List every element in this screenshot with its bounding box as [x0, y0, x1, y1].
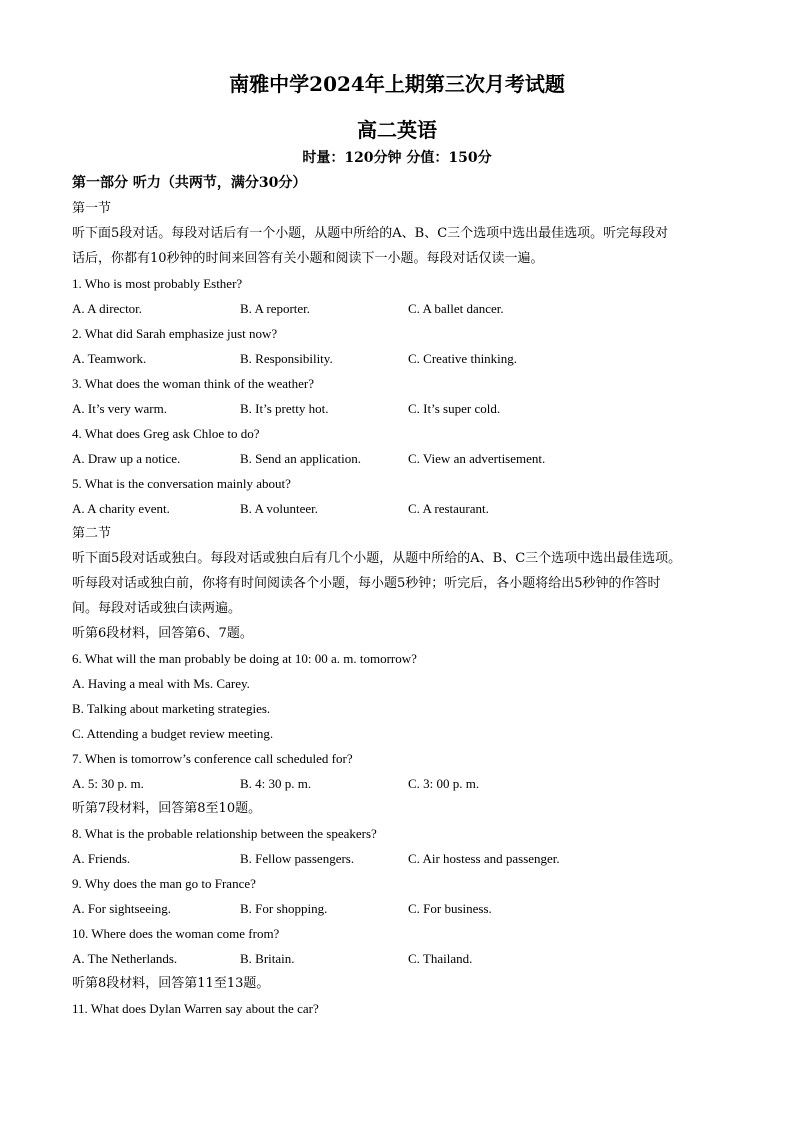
options-1	[72, 296, 732, 321]
option-a: A. 5: 30 p. m.	[72, 776, 144, 791]
option-b: B. Responsibility.	[240, 351, 333, 366]
question-3: 3. What does the woman think of the weather?	[72, 376, 314, 391]
option-c: C. View an advertisement.	[408, 451, 546, 466]
option-c: C. 3: 00 p. m.	[408, 776, 480, 791]
subject-title: 高二英语	[357, 118, 437, 142]
option-a: A. Having a meal with Ms. Carey.	[72, 676, 250, 691]
option-c: C. Air hostess and passenger.	[408, 851, 560, 866]
option-c: C. It’s super cold.	[408, 401, 501, 416]
option-a: A. Friends.	[72, 851, 131, 866]
option-c: C. A ballet dancer.	[408, 301, 504, 316]
group-6-header: 听第6段材料，回答第6、7题。	[72, 626, 253, 641]
option-b: B. A reporter.	[240, 301, 311, 316]
options-3	[72, 396, 732, 421]
option-b: B. Britain.	[240, 951, 295, 966]
options-2	[72, 346, 732, 371]
question-2: 2. What did Sarah emphasize just now?	[72, 326, 278, 341]
options-9	[72, 896, 732, 921]
section2-instructions: 间。每段对话或独白读两遍。	[72, 601, 242, 616]
option-b: B. A volunteer.	[240, 501, 318, 516]
option-a: A. Draw up a notice.	[72, 451, 181, 466]
option-a: A. It’s very warm.	[72, 401, 167, 416]
options-4	[72, 446, 732, 471]
option-b: B. Fellow passengers.	[240, 851, 355, 866]
option-a: A. A director.	[72, 301, 143, 316]
part1-heading: 第一部分 听力（共两节，满分30分）	[72, 175, 307, 191]
exam-title: 南雅中学2024年上期第三次月考试题	[229, 72, 565, 96]
options-5	[72, 496, 732, 521]
section1-instructions: 听下面5段对话。每段对话后有一个小题，从题中所给的A、B、C三个选项中选出最佳选项。听完每段对	[72, 226, 669, 241]
option-b: B. For shopping.	[240, 901, 328, 916]
question-6: 6. What will the man probably be doing at 10: 00 a. m. tomorrow?	[72, 651, 417, 666]
option-c: C. Attending a budget review meeting.	[72, 726, 274, 741]
options-8	[72, 846, 732, 871]
section1-label: 第一节	[72, 201, 112, 216]
section2-instructions: 听下面5段对话或独白。每段对话或独白后有几个小题，从题中所给的A、B、C三个选项中选出最佳选项。	[72, 551, 682, 566]
question-10: 10. Where does the woman come from?	[72, 926, 280, 941]
option-c: C. For business.	[408, 901, 492, 916]
option-c: C. Thailand.	[408, 951, 473, 966]
exam-content	[72, 171, 732, 1021]
section2-label: 第二节	[72, 526, 112, 541]
option-c: C. Creative thinking.	[408, 351, 518, 366]
question-1: 1. Who is most probably Esther?	[72, 276, 243, 291]
option-b: B. Talking about marketing strategies.	[72, 701, 271, 716]
question-4: 4. What does Greg ask Chloe to do?	[72, 426, 260, 441]
option-a: A. A charity event.	[72, 501, 170, 516]
question-8: 8. What is the probable relationship between the speakers?	[72, 826, 377, 841]
options-10	[72, 946, 732, 971]
option-b: B. It’s pretty hot.	[240, 401, 329, 416]
group-7-header: 听第7段材料，回答第8至10题。	[72, 801, 262, 816]
option-c: C. A restaurant.	[408, 501, 489, 516]
options-7	[72, 771, 732, 796]
question-5: 5. What is the conversation mainly about?	[72, 476, 291, 491]
option-a: A. Teamwork.	[72, 351, 147, 366]
question-11: 11. What does Dylan Warren say about the car?	[72, 1001, 319, 1016]
question-9: 9. Why does the man go to France?	[72, 876, 256, 891]
section1-instructions: 话后，你都有10秒钟的时间来回答有关小题和阅读下一小题。每段对话仅读一遍。	[72, 251, 544, 266]
question-7: 7. When is tomorrow’s conference call scheduled for?	[72, 751, 353, 766]
section2-instructions: 听每段对话或独白前，你将有时间阅读各个小题，每小题5秒钟；听完后，各小题将给出5秒钟的作答时	[72, 576, 661, 591]
group-8-header: 听第8段材料，回答第11至13题。	[72, 976, 270, 991]
option-a: A. For sightseeing.	[72, 901, 171, 916]
option-b: B. Send an application.	[240, 451, 361, 466]
option-a: A. The Netherlands.	[72, 951, 178, 966]
option-b: B. 4: 30 p. m.	[240, 776, 312, 791]
time-score-line: 时量：120分钟 分值：150分	[302, 150, 492, 166]
